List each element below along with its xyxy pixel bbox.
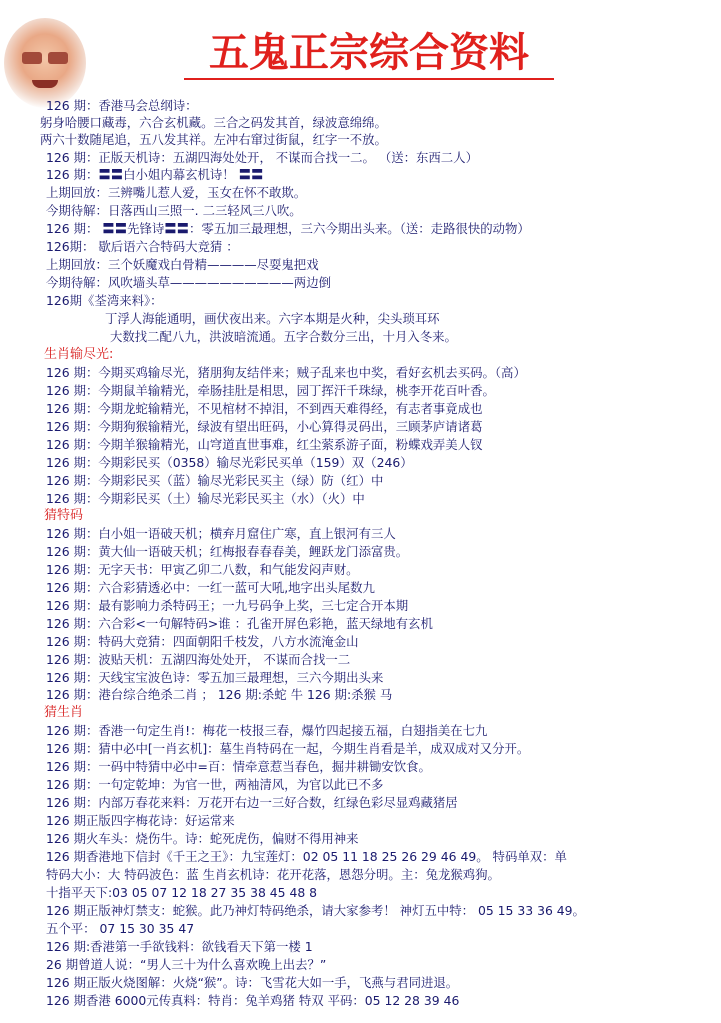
text-line: 126 期：黄大仙一语破天机；红梅报春春春美，鲤跃龙门添富贵。 — [46, 544, 409, 559]
text-line: 126 期：今期龙蛇输精光，不见棺材不掉泪，不到西天难得经，有志者事竟成也 — [46, 401, 483, 416]
text-line: 126 期正版四字梅花诗：好运常来 — [46, 813, 235, 828]
text-line: 今期待解：日落西山三照一. 二三轻风三八吹。 — [46, 203, 302, 218]
text-line: 126 期火车头：烧伤牛。诗：蛇死虎伤，偏财不得用神来 — [46, 831, 359, 846]
text-line: 126 期：今期彩民买（0358）输尽光彩民买单（159）双（246） — [46, 455, 413, 470]
text-line: 126 期：白小姐一语破天机；横弃月窟住广寒，直上银河有三人 — [46, 526, 396, 541]
text-line: 126 期：内部万春花来料：万花开右边一三好合数，红绿色彩尽显鸡藏猪居 — [46, 795, 458, 810]
text-line: 126 期：波贴天机：五湖四海处处开， 不谋而合找一二 — [46, 652, 351, 667]
text-line: 上期回放：三个妖魔戏白骨精————尽耍鬼把戏 — [46, 257, 319, 272]
text-line: 126 期香港 6000元传真料：特肖：兔羊鸡猪 特双 平码：05 12 28 39 46 — [46, 993, 460, 1008]
text-line: 126 期：天线宝宝波色诗：零五加三最理想，三六今期出头来 — [46, 670, 384, 685]
text-line: 126 期：无字天书：甲寅乙卯二八数，和气能发闷声财。 — [46, 562, 359, 577]
text-line: 126 期：六合彩<一句解特码>谁 ：孔雀开屏色彩艳，蓝天绿地有玄机 — [46, 616, 433, 631]
text-line: 126 期正版火烧图解：火烧“猴”。诗：飞雪花大如一手，飞燕与君同进退。 — [46, 975, 459, 990]
text-line: 126 期：一句定乾坤：为官一世，两袖清风，为官以此已不多 — [46, 777, 384, 792]
text-line: 126 期正版神灯禁支：蛇猴。此乃神灯特码绝杀，请大家参考！ 神灯五中特： 05 15 33 36 49。 — [46, 903, 585, 918]
text-line: 十指平天下:03 05 07 12 18 27 35 38 45 48 8 — [46, 885, 318, 900]
text-line: 五个平： 07 15 30 35 47 — [46, 921, 195, 936]
text-line: 126 期：六合彩猜透必中：一红一蓝可大吼,地字出头尾数九 — [46, 580, 375, 595]
text-line: 两六十数随尾追，五八发其祥。左冲右窜过街鼠，红字一不放。 — [40, 132, 387, 147]
text-line: 特码大小：大 特码波色：蓝 生肖玄机诗：花开花落，恩怨分明。主：兔龙猴鸡狗。 — [46, 867, 500, 882]
text-line: 126期《荃湾来料》： — [46, 293, 163, 308]
glasses-shape — [22, 52, 70, 64]
text-line: 今期待解：风吹墙头草——————————两边倒 — [46, 275, 331, 290]
text-line: 126 期：今期羊猴输精光，山穹道直世事难，红尘萦系游子面，粉蝶戏弄美人钗 — [46, 437, 483, 452]
text-line: 大数找二配八九，洪波暗流通。五字合数分三出，十月入冬来。 — [110, 329, 457, 344]
text-line: 126 期：今期彩民买（蓝）输尽光彩民买主（绿）防（红）中 — [46, 473, 384, 488]
section-heading: 猜特码 — [44, 508, 84, 523]
section-heading: 生肖输尽光: — [44, 347, 114, 362]
text-line: 丁浮人海能通明，画伏夜出来。六字本期是火种，尖头琐耳环 — [105, 311, 440, 326]
text-line: 26 期曾道人说：“男人三十为什么喜欢晚上出去？” — [46, 957, 327, 972]
text-line: 126期： 歇后语六合特码大竞猜 ： — [46, 239, 239, 254]
text-line: 躬身哈腰口藏毒，六合玄机藏。三合之码发其首，绿波意绵绵。 — [40, 115, 387, 130]
text-line: 126 期：今期买鸡输尽光，猪朋狗友结伴来；贼子乱来也中奖，看好玄机去买码。（高） — [46, 365, 526, 380]
text-line: 126 期：特码大竞猜：四面朝阳千枝发，八方水流淹金山 — [46, 634, 359, 649]
avatar — [4, 18, 86, 108]
page-title: 五鬼正宗综合资料 — [184, 30, 554, 80]
text-line: 126 期：今期鼠羊输精光，牵肠挂肚是相思，园丁挥汗千珠绿，桃李开花百叶香。 — [46, 383, 495, 398]
text-line: 126 期：猜中必中[一肖玄机]：墓生肖特码在一起，今期生肖看是羊，成双成对又分开。 — [46, 741, 530, 756]
text-line: 126 期：香港一句定生肖!：梅花一枝报三春，爆竹四起接五福，白翅指美在七九 — [46, 723, 488, 738]
section-heading: 猜生肖 — [44, 705, 84, 720]
text-line: 126 期： 〓〓先锋诗〓〓：零五加三最理想，三六今期出头来。（送：走路很快的动物） — [46, 221, 530, 236]
text-line: 126 期：今期狗猴输精光，绿波有望出旺码，小心算得灵码出，三顾茅庐请诸葛 — [46, 419, 483, 434]
text-line: 126 期：最有影响力杀特码王；一九号码争上奖，三七定合开本期 — [46, 598, 409, 613]
text-line: 126 期香港地下信封《千王之王》：九宝莲灯：02 05 11 18 25 26 29 46 49。 特码单双：单 — [46, 849, 567, 864]
text-line: 126 期：今期彩民买（土）输尽光彩民买主（水）（火）中 — [46, 491, 365, 506]
text-line: 126 期：港台综合绝杀二肖 ； 126 期:杀蛇 牛 126 期:杀猴 马 — [46, 687, 393, 702]
text-line: 126 期:香港第一手欲钱料：欲钱看天下第一楼 1 — [46, 939, 313, 954]
text-line: 上期回放：三辨嘴儿惹人爱，玉女在怀不敢欺。 — [46, 185, 307, 200]
text-line: 126 期：正版天机诗：五湖四海处处开， 不谋而合找一二。 （送：东西二人） — [46, 150, 478, 165]
text-line: 126 期：香港马会总纲诗： — [46, 98, 198, 113]
text-line: 126 期：一码中特猜中必中=百：情牵意惹当春色，掘井耕锄安饮食。 — [46, 759, 431, 774]
mouth-shape — [32, 80, 58, 88]
text-line: 126 期：〓〓白小姐内幕玄机诗！ 〓〓 — [46, 167, 264, 182]
